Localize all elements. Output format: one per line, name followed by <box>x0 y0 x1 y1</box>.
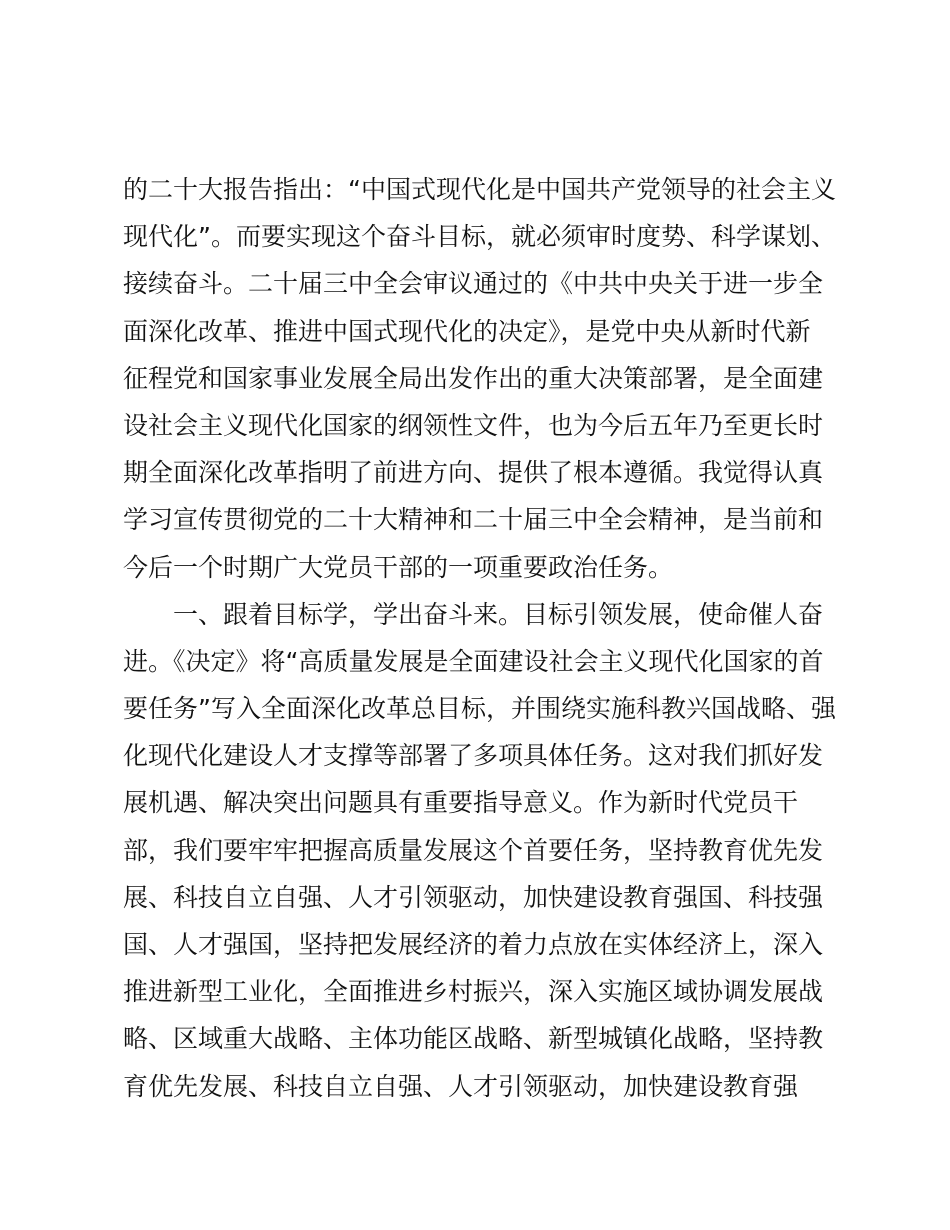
text-line: 国、人才强国，坚持把发展经济的着力点放在实体经济上，深入 <box>123 930 824 959</box>
text-line: 化现代化建设人才支撑等部署了多项具体任务。这对我们抓好发 <box>123 741 824 771</box>
text-line: 略、区域重大战略、主体功能区战略、新型城镇化战略，坚持教 <box>123 1024 824 1054</box>
body-text <box>123 166 843 1110</box>
text-line: 现代化”。而要实现这个奋斗目标，就必须审时度势、科学谋划、 <box>123 222 836 252</box>
text-line: 育优先发展、科技自立自强、人才引领驱动，加快建设教育强 <box>123 1071 799 1101</box>
text-line: 学习宣传贯彻党的二十大精神和二十届三中全会精神，是当前和 <box>123 505 824 535</box>
text-line: 部，我们要牢牢把握高质量发展这个首要任务，坚持教育优先发 <box>123 835 824 865</box>
text-line: 面深化改革、推进中国式现代化的决定》，是党中央从新时代新 <box>123 316 811 346</box>
text-line: 接续奋斗。二十届三中全会审议通过的《中共中央关于进一步全 <box>123 269 824 299</box>
text-line: 征程党和国家事业发展全局出发作出的重大决策部署，是全面建 <box>123 363 824 393</box>
text-line: 要任务”写入全面深化改革总目标，并围绕实施科教兴国战略、强 <box>123 694 836 724</box>
text-line: 推进新型工业化，全面推进乡村振兴，深入实施区域协调发展战 <box>123 977 824 1007</box>
text-line: 进。《决定》将“高质量发展是全面建设社会主义现代化国家的首 <box>123 646 824 676</box>
text-line: 今后一个时期广大党员干部的一项重要政治任务。 <box>123 552 674 582</box>
section-heading-line: 一、跟着目标学，学出奋斗来。目标引领发展，使命催人奋 <box>173 599 824 629</box>
text-line: 的二十大报告指出：“中国式现代化是中国共产党领导的社会主义 <box>123 175 836 204</box>
text-line: 展机遇、解决突出问题具有重要指导意义。作为新时代党员干 <box>123 788 799 818</box>
text-line: 展、科技自立自强、人才引领驱动，加快建设教育强国、科技强 <box>123 882 824 912</box>
text-line: 期全面深化改革指明了前进方向、提供了根本遵循。我觉得认真 <box>123 458 824 488</box>
text-line: 设社会主义现代化国家的纲领性文件，也为今后五年乃至更长时 <box>123 410 824 440</box>
